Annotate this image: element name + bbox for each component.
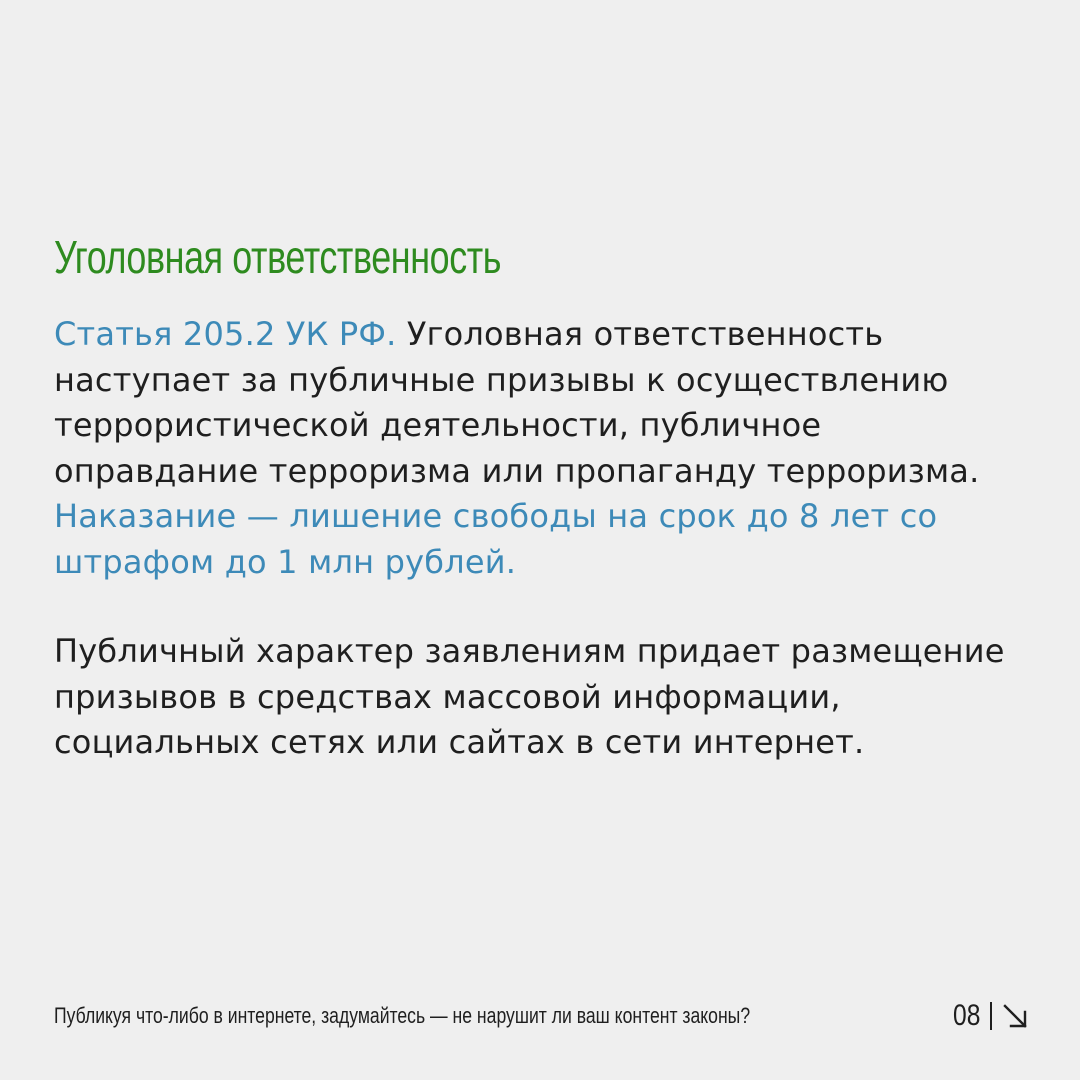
- footer: [54, 996, 1028, 1036]
- divider: [990, 1002, 992, 1030]
- article-paragraph: [54, 312, 1034, 585]
- page-number: 08: [952, 999, 980, 1032]
- content-block: [54, 312, 1034, 766]
- arrow-down-right-icon[interactable]: [1002, 1003, 1028, 1029]
- public-character-paragraph: Публичный характер заявлениям придает размещение призывов в средствах массовой информации, социальных сетях или сайтах в сети интернет.: [54, 632, 1005, 761]
- penalty-text: Наказание — лишение свободы на срок до 8 лет со штрафом до 1 млн рублей.: [54, 497, 938, 581]
- footer-caption: Публикуя что-либо в интернете, задумайтесь — не нарушит ли ваш контент законы?: [54, 1003, 751, 1028]
- page-title: Уголовная ответственность: [54, 231, 502, 283]
- article-text: Уголовная ответственность наступает за публичные призывы к осуществлению террористической деятельности, публичное оправдание терроризма или пропаганду терроризма.: [54, 315, 980, 490]
- article-reference: Статья 205.2 УК РФ.: [54, 315, 397, 353]
- page-indicator: [947, 999, 1028, 1033]
